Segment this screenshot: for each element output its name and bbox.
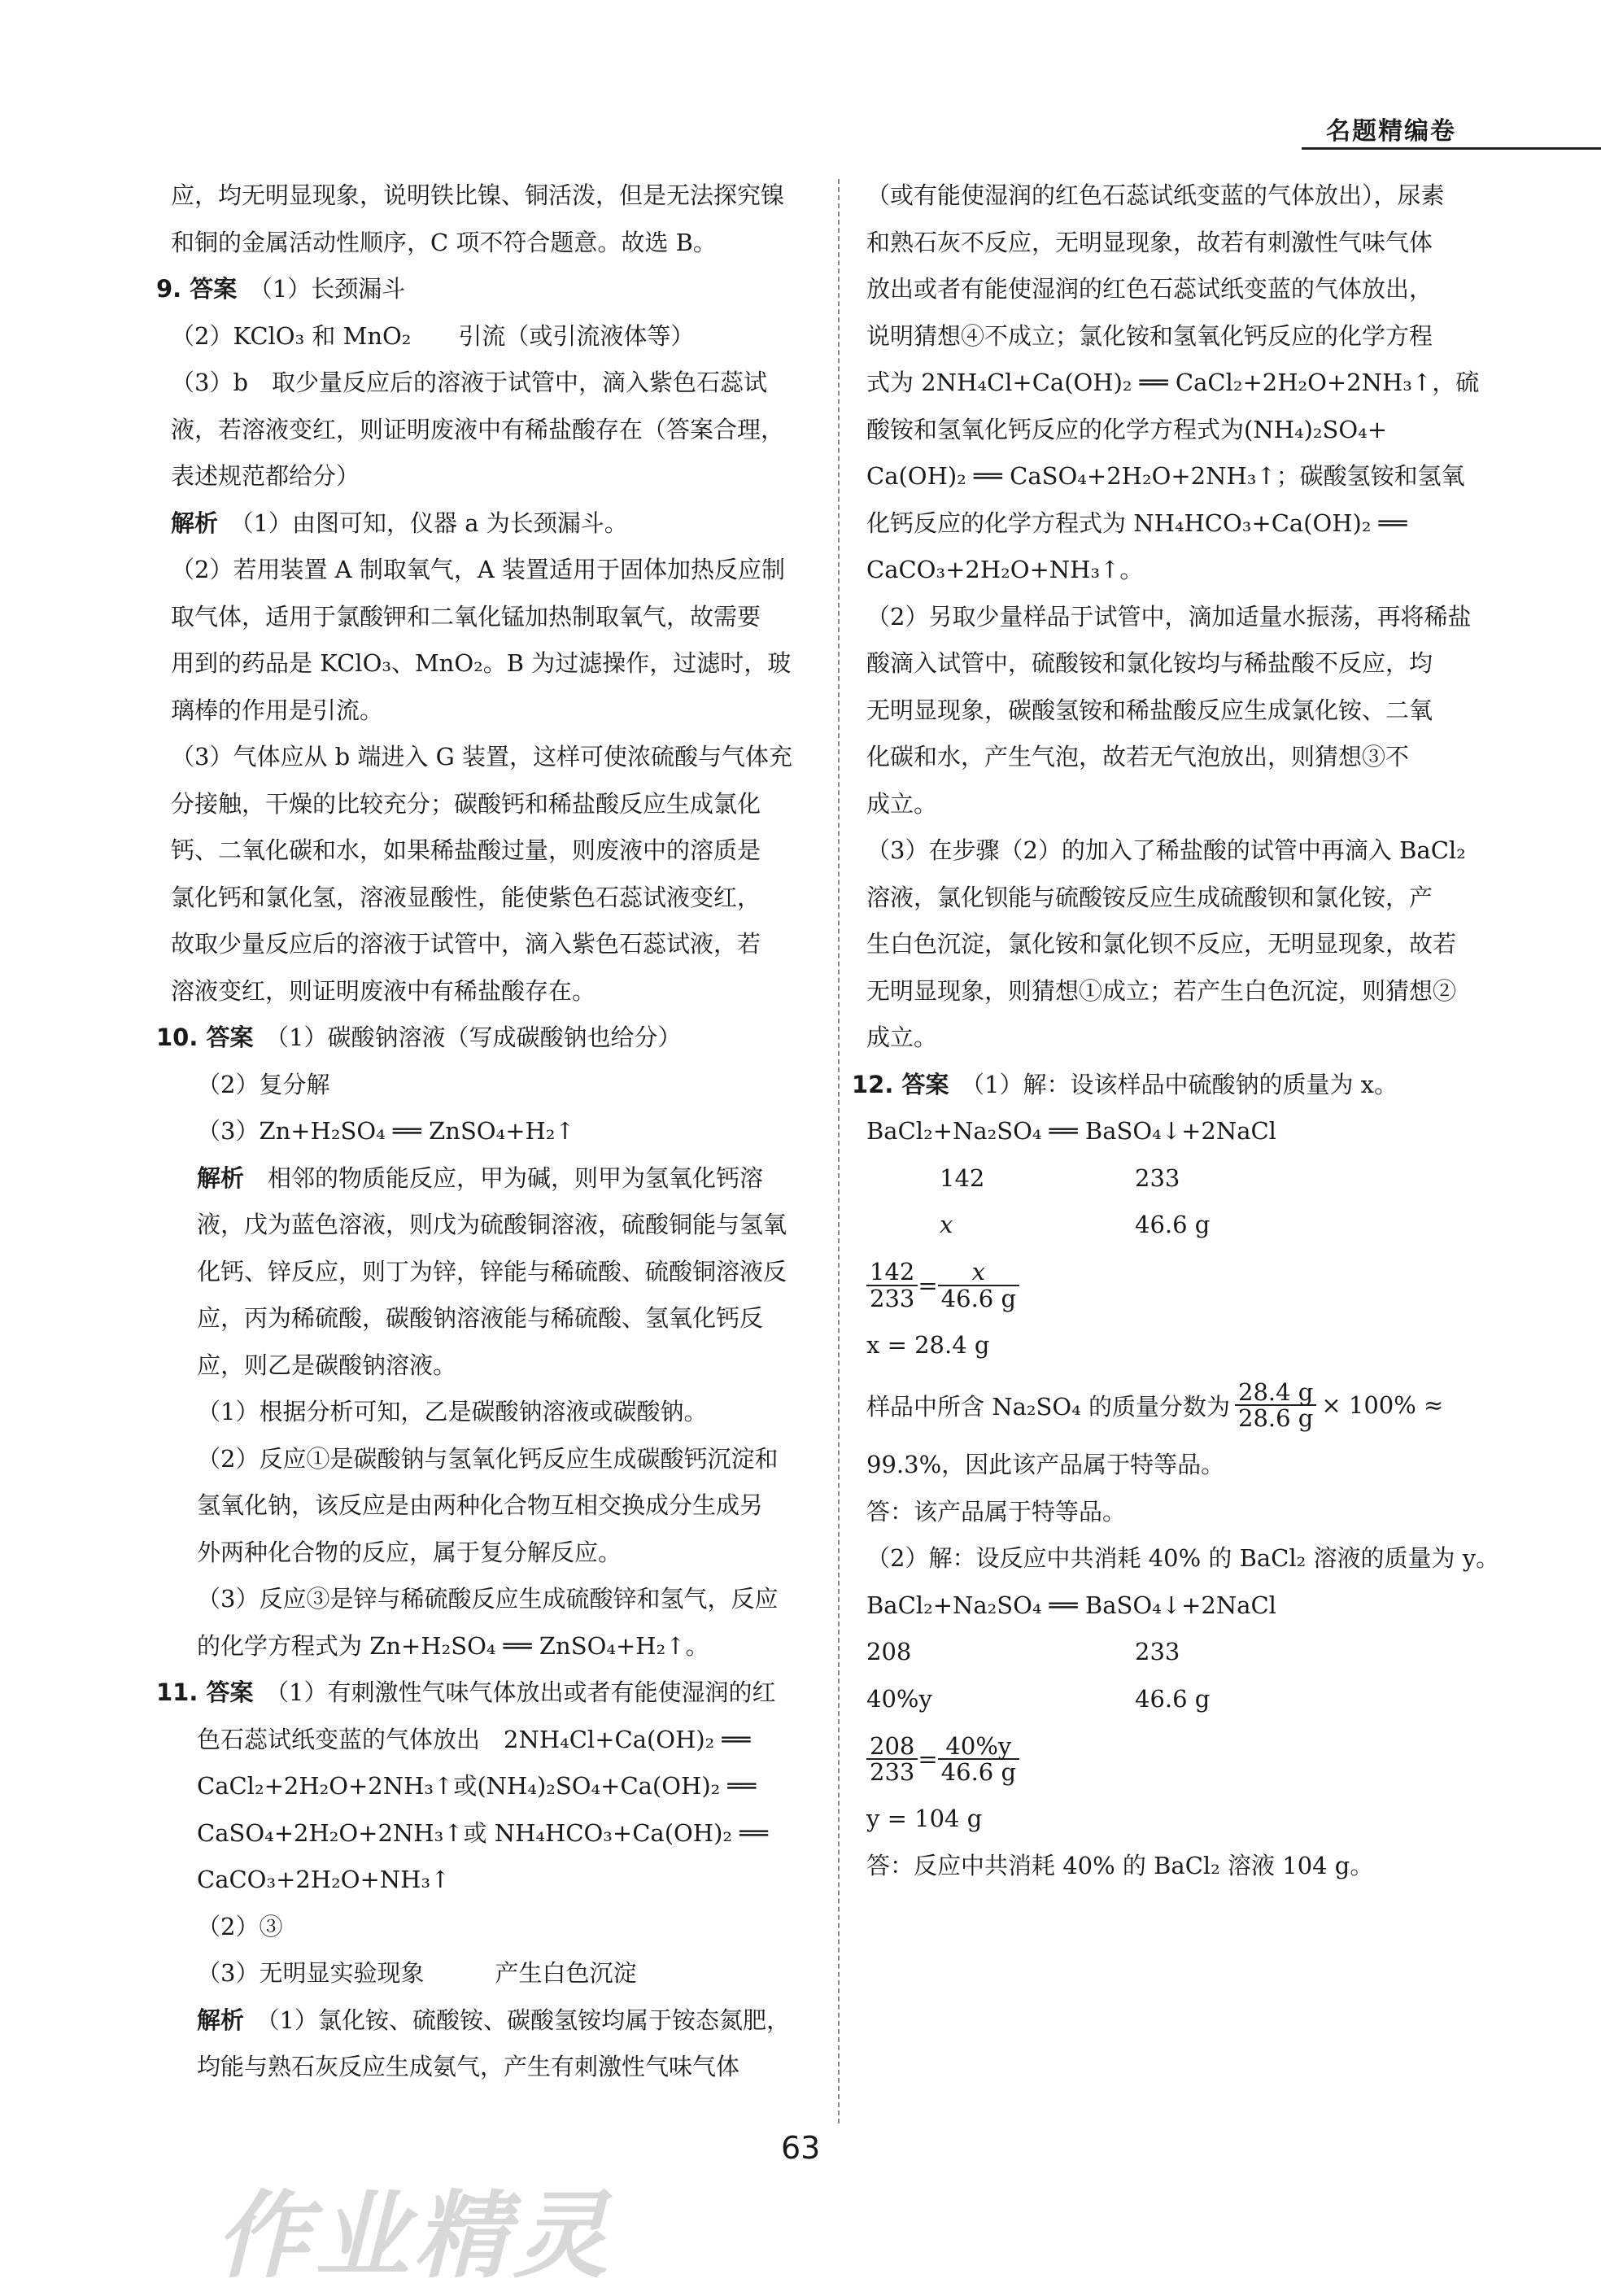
q12-v2a: 40%y <box>866 1684 932 1713</box>
q12-percent <box>866 1368 1477 1442</box>
text-line: （2）另取少量样品于试管中，滴加适量水振荡，再将稀盐 <box>866 602 1472 631</box>
q12-proportion: $\frac{208}{233}$ = $\frac{40\%y}{46.6 g}$ <box>866 1722 1477 1796</box>
numerator: 28.4 g <box>1235 1380 1316 1406</box>
text-line: 放出或者有能使湿润的红色石蕊试纸变蓝的气体放出， <box>866 275 1433 303</box>
numerator: 142 <box>866 1259 918 1285</box>
q9-a3: （3）b 取少量反应后的溶液于试管中，滴入紫色石蕊试 <box>171 369 768 396</box>
text-line: 成立。 <box>866 1024 938 1051</box>
q9-j3: 故取少量反应后的溶液于试管中，滴入紫色石蕊试液，若 <box>171 930 761 958</box>
q10-j2: （2）反应①是碳酸钠与氢氧化钙反应生成碳酸钙沉淀和 <box>197 1444 779 1473</box>
q11-a1: CaSO₄+2H₂O+2NH₃↑或 NH₄HCO₃+Ca(OH)₂ ══ <box>197 1818 769 1847</box>
q11-j1: （1）氯化铵、硫酸铵、碳酸氢铵均属于铵态氮肥， <box>268 2006 790 2034</box>
text-line: Ca(OH)₂ ══ CaSO₄+2H₂O+2NH₃↑；碳酸氢铵和氢氧 <box>866 462 1465 490</box>
percent-text: 样品中所含 Na₂SO₄ 的质量分数为 <box>866 1392 1230 1421</box>
header-title: 名题精编卷 <box>1326 117 1456 146</box>
q9-a3: 液，若溶液变红，则证明废液中有稀盐酸存在（答案合理， <box>171 415 785 443</box>
text-line: CaCO₃+2H₂O+NH₃↑。 <box>866 556 1144 583</box>
q10-j0: 应，则乙是碳酸钠溶液。 <box>197 1351 457 1379</box>
q12-m1a: 142 <box>940 1163 985 1192</box>
q9-j3: 氯化钙和氯化氢，溶液显酸性，能使紫色石蕊试液变红， <box>171 883 761 911</box>
text-line: 酸滴入试管中，硫酸铵和氯化铵均与稀盐酸不反应，均 <box>866 649 1433 677</box>
left-column <box>156 172 822 2091</box>
q10-answer <box>156 1015 822 1062</box>
q11-label: 11. 答案 <box>156 1678 254 1706</box>
right-column <box>852 172 1500 1889</box>
q10-j0: 应，丙为稀硫酸，碳酸钠溶液能与稀硫酸、氢氧化钙反 <box>197 1304 764 1332</box>
q12-proportion: $\frac{142}{233}$ = $\frac{x}{46.6 g}$ <box>866 1249 1477 1322</box>
text-line: 无明显现象，则猜想①成立；若产生白色沉淀，则猜想② <box>866 976 1457 1005</box>
q11-a1: CaCl₂+2H₂O+2NH₃↑或(NH₄)₂SO₄+Ca(OH)₂ ══ <box>197 1772 757 1800</box>
denominator: 233 <box>870 1284 915 1312</box>
denominator: 233 <box>870 1758 915 1786</box>
q12-equation: BaCl₂+Na₂SO₄ ══ BaSO₄↓+2NaCl <box>866 1117 1276 1145</box>
q10-a2: （2）复分解 <box>197 1070 330 1098</box>
q12-m2a: 208 <box>866 1638 912 1665</box>
q10-j2: 外两种化合物的反应，属于复分解反应。 <box>197 1538 622 1566</box>
q11-a1: 色石蕊试纸变蓝的气体放出 2NH₄Cl+Ca(OH)₂ ══ <box>197 1725 751 1753</box>
q9-a3: 表述规范都给分） <box>171 462 360 490</box>
q11-answer <box>156 1670 822 1717</box>
q12-value-row <box>866 1202 1477 1249</box>
q10-j1: （1）根据分析可知，乙是碳酸钠溶液或碳酸钠。 <box>197 1398 708 1425</box>
watermark-logo: 作业精灵 <box>216 2181 613 2291</box>
percent-suffix: × 100% ≈ <box>1321 1391 1444 1419</box>
q11-a2: （2）③ <box>197 1912 283 1940</box>
q9-answer <box>156 266 822 313</box>
text-line: 式为 2NH₄Cl+Ca(OH)₂ ══ CaCl₂+2H₂O+2NH₃↑，硫 <box>866 369 1480 396</box>
fraction <box>866 1259 918 1311</box>
numerator: x <box>938 1259 1019 1285</box>
q10-j0: 相邻的物质能反应，甲为碱，则甲为氢氧化钙溶 <box>268 1163 764 1192</box>
q12-result: x = 28.4 g <box>866 1330 990 1359</box>
q12-equation: BaCl₂+Na₂SO₄ ══ BaSO₄↓+2NaCl <box>866 1591 1276 1619</box>
text-line: 和熟石灰不反应，无明显现象，故若有刺激性气味气体 <box>866 228 1433 256</box>
analysis-label: 解析 <box>171 509 219 537</box>
q12-percent-value: 99.3%，因此该产品属于特等品。 <box>866 1451 1225 1478</box>
q9-j1: （1）由图可知，仪器 a 为长颈漏斗。 <box>242 509 628 537</box>
q9-j3: 溶液变红，则证明废液中有稀盐酸存在。 <box>171 976 596 1005</box>
fraction <box>866 1731 918 1786</box>
text-line: 生白色沉淀，氯化铵和氯化钡不反应，无明显现象，故若 <box>866 930 1457 958</box>
q11-a1: （1）有刺激性气味气体放出或者有能使湿润的红 <box>277 1678 776 1706</box>
q10-label: 10. 答案 <box>156 1024 254 1051</box>
q12-m1b: 233 <box>1135 1163 1180 1192</box>
fraction <box>1235 1377 1316 1432</box>
q12-a1: （1）解：设该样品中硫酸钠的质量为 x。 <box>972 1070 1398 1098</box>
q10-j3: 的化学方程式为 Zn+H₂SO₄ ══ ZnSO₄+H₂↑。 <box>197 1631 709 1660</box>
text-line: 成立。 <box>866 789 938 818</box>
q12-conclusion: 答：反应中共消耗 40% 的 BaCl₂ 溶液 104 g。 <box>866 1851 1374 1879</box>
q10-j2: 氢氧化钠，该反应是由两种化合物互相交换成分生成另 <box>197 1491 764 1519</box>
q11-a1: CaCO₃+2H₂O+NH₃↑ <box>197 1866 451 1893</box>
q9-a2: （2）KClO₃ 和 MnO₂ 引流（或引流液体等） <box>171 321 695 350</box>
text-line: 应，均无明显现象，说明铁比镍、铜活泼，但是无法探究镍 <box>171 181 785 209</box>
q12-v1b: 46.6 g <box>1135 1211 1211 1238</box>
q10-a1: （1）碳酸钠溶液（写成碳酸钠也给分） <box>277 1024 682 1051</box>
q11-a3: （3）无明显实验现象 产生白色沉淀 <box>197 1959 637 1987</box>
q10-j0: 液，戊为蓝色溶液，则戊为硫酸铜溶液，硫酸铜能与氢氧 <box>197 1211 787 1238</box>
q11-analysis <box>171 1997 822 2045</box>
denominator: 46.6 g <box>940 1758 1017 1786</box>
q9-analysis <box>171 500 822 548</box>
denominator: 28.6 g <box>1238 1404 1314 1432</box>
q12-m2b: 233 <box>1135 1638 1180 1665</box>
text-line: 无明显现象，碳酸氢铵和稀盐酸反应生成氯化铵、二氧 <box>866 696 1433 724</box>
text-line: 化钙反应的化学方程式为 NH₄HCO₃+Ca(OH)₂ ══ <box>866 509 1407 537</box>
q9-j2: 取气体，适用于氯酸钾和二氧化锰加热制取氧气，故需要 <box>171 602 761 631</box>
numerator: 40%y <box>938 1734 1019 1760</box>
q9-label: 9. 答案 <box>156 275 238 303</box>
header-rule <box>1302 147 1601 150</box>
q9-j3: （3）气体应从 b 端进入 G 装置，这样可使浓硫酸与气体充 <box>171 743 793 770</box>
q12-value-row <box>866 1676 1477 1723</box>
text-line: 酸铵和氢氧化钙反应的化学方程式为(NH₄)₂SO₄+ <box>866 415 1388 443</box>
q9-j3: 钙、二氧化碳和水，如果稀盐酸过量，则废液中的溶质是 <box>171 836 761 864</box>
q12-conclusion: 答：该产品属于特等品。 <box>866 1497 1127 1526</box>
text-line: 说明猜想④不成立；氯化铵和氢氧化钙反应的化学方程 <box>866 321 1433 350</box>
q9-j2: 璃棒的作用是引流。 <box>171 696 384 724</box>
numerator: 208 <box>866 1734 918 1760</box>
q10-j0: 化钙、锌反应，则丁为锌，锌能与稀硫酸、硫酸铜溶液反 <box>197 1257 787 1285</box>
column-divider <box>838 179 840 2124</box>
q10-a3: （3）Zn+H₂SO₄ ══ ZnSO₄+H₂↑ <box>197 1117 575 1145</box>
q12-result: y = 104 g <box>866 1805 983 1832</box>
q11-j1: 均能与熟石灰反应生成氨气，产生有刺激性气味气体 <box>197 2053 740 2080</box>
q9-j3: 分接触，干燥的比较充分；碳酸钙和稀盐酸反应生成氯化 <box>171 789 761 818</box>
q9-j2: 用到的药品是 KClO₃、MnO₂。B 为过滤操作，过滤时，玻 <box>171 649 792 677</box>
denominator: 46.6 g <box>940 1284 1017 1312</box>
q12-label: 12. 答案 <box>852 1070 949 1098</box>
analysis-label: 解析 <box>197 1163 245 1192</box>
q12-v1a: x <box>940 1211 953 1238</box>
q12-answer <box>852 1062 1477 1109</box>
q9-j2: （2）若用装置 A 制取氧气，A 装置适用于固体加热反应制 <box>171 556 785 583</box>
page-number: 63 <box>781 2130 821 2166</box>
q12-v2b: 46.6 g <box>1135 1684 1211 1713</box>
q12-mass-row <box>866 1629 1477 1676</box>
q9-a1: （1）长颈漏斗 <box>260 275 406 303</box>
q12-mass-row <box>866 1155 1477 1203</box>
q10-j3: （3）反应③是锌与稀硫酸反应生成硫酸锌和氢气，反应 <box>197 1585 779 1613</box>
fraction <box>938 1259 1019 1311</box>
analysis-label: 解析 <box>197 2006 245 2034</box>
text-line: （3）在步骤（2）的加入了稀盐酸的试管中再滴入 BaCl₂ <box>866 836 1466 864</box>
q12-a2: （2）解：设反应中共消耗 40% 的 BaCl₂ 溶液的质量为 y。 <box>866 1544 1500 1572</box>
q10-analysis <box>171 1155 822 1203</box>
text-line: 和铜的金属活动性顺序，C 项不符合题意。故选 B。 <box>171 228 717 256</box>
text-line: （或有能使湿润的红色石蕊试纸变蓝的气体放出），尿素 <box>866 181 1445 209</box>
text-line: 溶液，氯化钡能与硫酸铵反应生成硫酸钡和氯化铵，产 <box>866 883 1433 911</box>
text-line: 化碳和水，产生气泡，故若无气泡放出，则猜想③不 <box>866 743 1410 770</box>
